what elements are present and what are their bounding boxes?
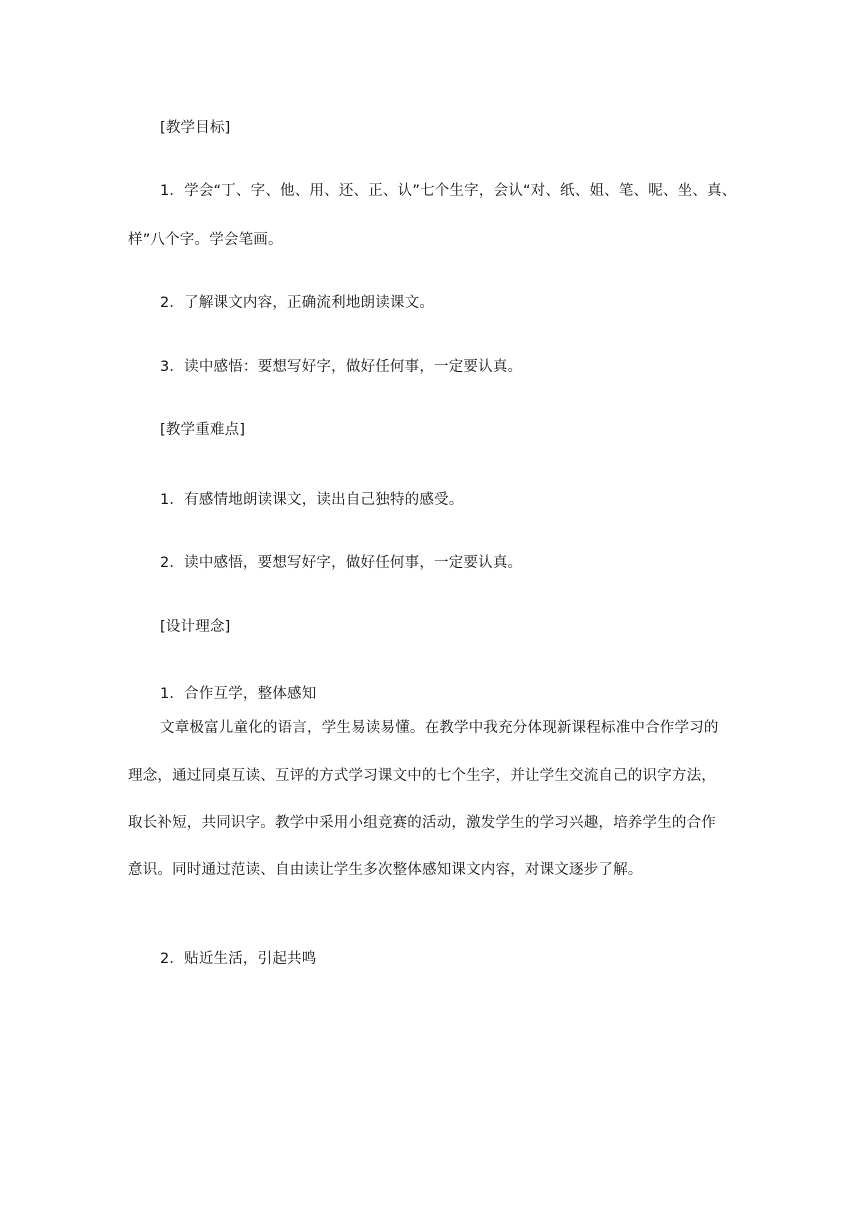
paragraph-line-4: 意识。同时通过范读、自由读让学生多次整体感知课文内容，对课文逐步了解。 [128, 862, 643, 878]
key-point-1: 1．有感情地朗读课文，读出自己独特的感受。 [160, 492, 464, 508]
heading-teaching-objectives: [教学目标] [160, 120, 231, 136]
heading-key-difficult-points: [教学重难点] [160, 422, 246, 438]
paragraph-line-3: 取长补短，共同识字。教学中采用小组竞赛的活动，激发学生的学习兴趣，培养学生的合作 [128, 815, 716, 831]
objective-1-line-1: 1．学会“丁、字、他、用、还、正、认”七个生字，会认“对、纸、姐、笔、呢、坐、真、 [160, 183, 737, 199]
key-point-2: 2．读中感悟，要想写好字，做好任何事，一定要认真。 [160, 555, 523, 571]
paragraph-line-1: 文章极富儿童化的语言，学生易读易懂。在教学中我充分体现新课程标准中合作学习的 [160, 720, 719, 736]
heading-design-concept: [设计理念] [160, 619, 231, 635]
concept-1-title: 1．合作互学，整体感知 [160, 686, 317, 702]
concept-2-title: 2．贴近生活，引起共鸣 [160, 951, 317, 967]
objective-1-line-2: 样”八个字。学会笔画。 [128, 232, 283, 248]
paragraph-line-2: 理念，通过同桌互读、互评的方式学习课文中的七个生字，并让学生交流自己的识字方法， [128, 768, 716, 784]
objective-2: 2．了解课文内容，正确流利地朗读课文。 [160, 295, 435, 311]
objective-3: 3．读中感悟：要想写好字，做好任何事，一定要认真。 [160, 359, 523, 375]
